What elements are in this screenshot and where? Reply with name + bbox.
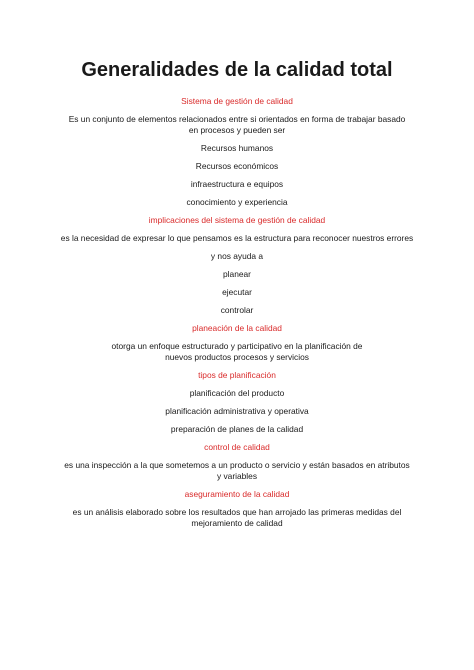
list-item: preparación de planes de la calidad [170, 424, 304, 434]
section-heading-control: control de calidad [204, 442, 270, 452]
section-heading-planeacion: planeación de la calidad [192, 323, 282, 333]
list-item: ejecutar [222, 287, 252, 297]
list-item: infraestructura e equipos [190, 179, 284, 189]
paragraph-implicaciones: es la necesidad de expresar lo que pensamos es la estructura para reconocer nuestros errores [60, 233, 414, 243]
list-item: planear [223, 269, 251, 279]
section-heading-tipos: tipos de planificación [198, 370, 276, 380]
section-heading-sistema: Sistema de gestión de calidad [181, 96, 293, 106]
text-line: y nos ayuda a [210, 251, 264, 261]
list-item: planificación del producto [189, 388, 285, 398]
paragraph-planeacion: otorga un enfoque estructurado y participativo en la planificación de nuevos productos procesos y servicios [111, 341, 363, 362]
list-item: Recursos humanos [200, 143, 274, 153]
page-title: Generalidades de la calidad total [81, 59, 393, 81]
section-heading-aseguramiento: aseguramiento de la calidad [184, 489, 290, 499]
list-item: controlar [220, 305, 254, 315]
paragraph-control: es una inspección a la que sometemos a un producto o servicio y están basados en atributos y variables [64, 460, 410, 481]
paragraph-aseguramiento: es un análisis elaborado sobre los resultados que han arrojado las primeras medidas del mejoramiento de calidad [72, 507, 402, 528]
list-item: conocimiento y experiencia [186, 197, 288, 207]
list-item: planificación administrativa y operativa [165, 406, 309, 416]
list-item: Recursos económicos [195, 161, 279, 171]
paragraph-definition: Es un conjunto de elementos relacionados entre si orientados en forma de trabajar basado en procesos y pueden ser [68, 114, 406, 135]
section-heading-implicaciones: implicaciones del sistema de gestión de calidad [148, 215, 326, 225]
